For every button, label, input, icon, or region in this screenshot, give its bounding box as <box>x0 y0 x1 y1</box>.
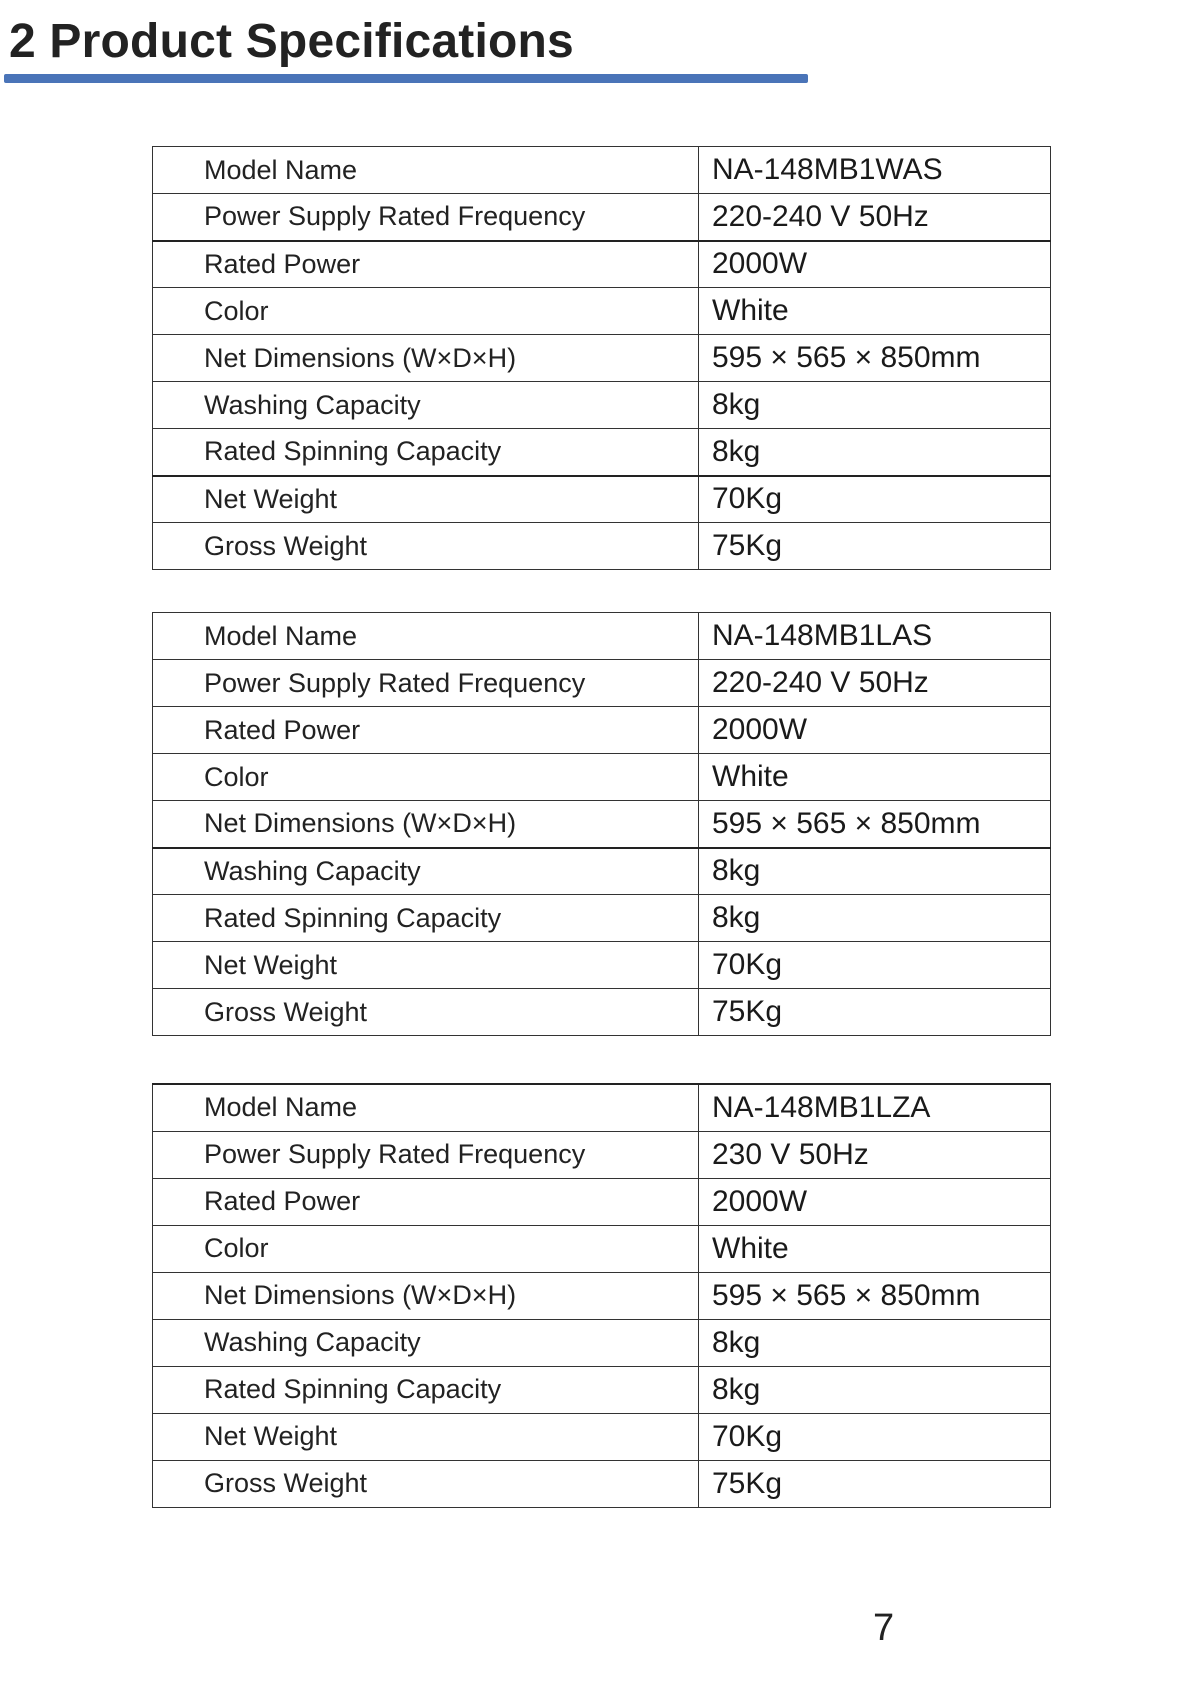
spec-value: NA-148MB1LZA <box>699 1084 1051 1131</box>
spec-table-1 <box>152 146 1051 570</box>
spec-table-2 <box>152 612 1051 1036</box>
spec-row <box>153 942 1051 989</box>
spec-label: Net Weight <box>153 476 699 523</box>
spec-value: 70Kg <box>699 1413 1051 1460</box>
spec-label: Color <box>153 754 699 801</box>
spec-label: Color <box>153 288 699 335</box>
spec-label: Net Weight <box>153 1413 699 1460</box>
spec-row <box>153 147 1051 194</box>
spec-label: Net Dimensions (W×D×H) <box>153 1272 699 1319</box>
spec-label: Model Name <box>153 613 699 660</box>
spec-row <box>153 1272 1051 1319</box>
spec-label: Gross Weight <box>153 989 699 1036</box>
spec-label: Rated Spinning Capacity <box>153 1366 699 1413</box>
spec-label: Rated Power <box>153 241 699 288</box>
spec-row <box>153 429 1051 476</box>
spec-label: Gross Weight <box>153 1460 699 1507</box>
spec-value: 2000W <box>699 1178 1051 1225</box>
spec-value: 8kg <box>699 429 1051 476</box>
spec-row <box>153 288 1051 335</box>
spec-row <box>153 1366 1051 1413</box>
page-number: 7 <box>873 1607 895 1649</box>
spec-row <box>153 801 1051 848</box>
spec-row <box>153 707 1051 754</box>
spec-value: 220-240 V 50Hz <box>699 660 1051 707</box>
spec-value: 595 × 565 × 850mm <box>699 801 1051 848</box>
spec-row <box>153 1319 1051 1366</box>
spec-label: Model Name <box>153 1084 699 1131</box>
spec-value: 70Kg <box>699 476 1051 523</box>
spec-row <box>153 1084 1051 1131</box>
spec-table-3 <box>152 1083 1051 1508</box>
spec-value: 8kg <box>699 1366 1051 1413</box>
spec-value: White <box>699 754 1051 801</box>
spec-label: Rated Spinning Capacity <box>153 429 699 476</box>
spec-value: 75Kg <box>699 1460 1051 1507</box>
spec-label: Rated Spinning Capacity <box>153 895 699 942</box>
spec-value: 2000W <box>699 241 1051 288</box>
spec-row <box>153 382 1051 429</box>
spec-value: NA-148MB1LAS <box>699 613 1051 660</box>
spec-row <box>153 1413 1051 1460</box>
page-title: 2 Product Specifications <box>9 15 574 68</box>
spec-row <box>153 1178 1051 1225</box>
spec-value: 75Kg <box>699 523 1051 570</box>
spec-label: Washing Capacity <box>153 1319 699 1366</box>
spec-label: Washing Capacity <box>153 382 699 429</box>
title-underline <box>4 74 808 83</box>
spec-value: White <box>699 288 1051 335</box>
spec-label: Rated Power <box>153 707 699 754</box>
spec-value: 2000W <box>699 707 1051 754</box>
spec-row <box>153 523 1051 570</box>
spec-row <box>153 335 1051 382</box>
spec-label: Power Supply Rated Frequency <box>153 660 699 707</box>
spec-row <box>153 194 1051 241</box>
spec-row <box>153 613 1051 660</box>
spec-row <box>153 660 1051 707</box>
spec-value: 595 × 565 × 850mm <box>699 335 1051 382</box>
spec-value: 595 × 565 × 850mm <box>699 1272 1051 1319</box>
spec-value: 8kg <box>699 1319 1051 1366</box>
spec-label: Color <box>153 1225 699 1272</box>
spec-label: Net Weight <box>153 942 699 989</box>
spec-label: Power Supply Rated Frequency <box>153 1131 699 1178</box>
spec-label: Model Name <box>153 147 699 194</box>
spec-label: Rated Power <box>153 1178 699 1225</box>
spec-label: Net Dimensions (W×D×H) <box>153 801 699 848</box>
spec-label: Washing Capacity <box>153 848 699 895</box>
spec-row <box>153 241 1051 288</box>
spec-row <box>153 895 1051 942</box>
spec-row <box>153 476 1051 523</box>
spec-value: 8kg <box>699 382 1051 429</box>
spec-row <box>153 754 1051 801</box>
spec-value: 230 V 50Hz <box>699 1131 1051 1178</box>
spec-label: Gross Weight <box>153 523 699 570</box>
spec-value: 8kg <box>699 895 1051 942</box>
spec-value: 70Kg <box>699 942 1051 989</box>
spec-row <box>153 1460 1051 1507</box>
spec-label: Power Supply Rated Frequency <box>153 194 699 241</box>
spec-row <box>153 848 1051 895</box>
spec-value: White <box>699 1225 1051 1272</box>
spec-row <box>153 989 1051 1036</box>
spec-row <box>153 1225 1051 1272</box>
spec-value: 220-240 V 50Hz <box>699 194 1051 241</box>
spec-value: NA-148MB1WAS <box>699 147 1051 194</box>
spec-row <box>153 1131 1051 1178</box>
spec-value: 8kg <box>699 848 1051 895</box>
spec-value: 75Kg <box>699 989 1051 1036</box>
spec-label: Net Dimensions (W×D×H) <box>153 335 699 382</box>
